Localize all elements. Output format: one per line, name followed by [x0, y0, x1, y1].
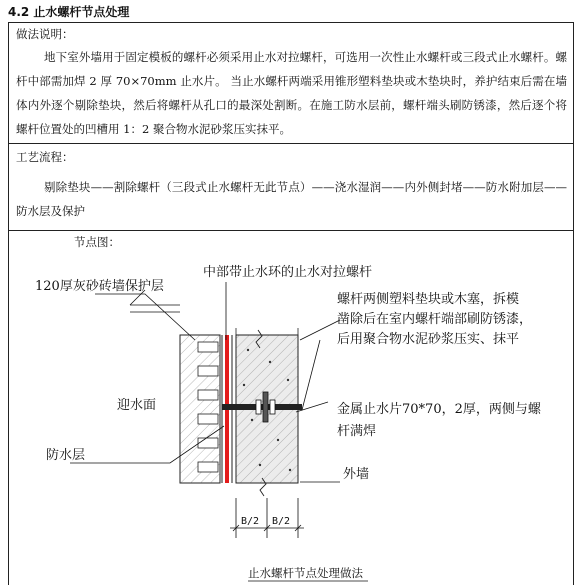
dim-left: B/2 — [241, 516, 260, 527]
process-text: 剔除垫块——割除螺杆（三段式止水螺杆无此节点）——浇水湿润——内外侧封堵——防水附加层——防水层及保护 — [16, 180, 567, 218]
label-waterproof: 防水层 — [46, 448, 86, 463]
label-note-line-3: 后用聚合物水泥砂浆压实、抹平 — [337, 332, 520, 347]
process-label: 工艺流程： — [16, 150, 74, 164]
ground-lines — [130, 290, 340, 340]
label-brick-wall: 120厚灰砂砖墙保护层 — [35, 279, 164, 294]
method-text: 地下室外墙用于固定模板的螺杆必须采用止水对拉螺杆，可选用一次性止水螺杆或三段式止水螺杆。螺杆中部需加焊 2 厚 70×70mm 止水片。 当止水螺杆两端采用锥形塑料垫块或木垫块时，养护结束后需在墙体内外逐个剔除垫块，然后将螺杆从孔口的最深处割断。在施工防水层前，螺杆端头刷防锈漆，然后逐个将螺杆位置处的凹槽用 1：2 聚合物水泥砂浆压实抹平。 — [16, 50, 567, 136]
label-plate-line-2: 杆满焊 — [337, 424, 377, 439]
figure-label: 节点图： — [74, 235, 120, 249]
label-screw: 中部带止水环的止水对拉螺杆 — [203, 265, 373, 280]
label-note-line-2: 凿除后在室内螺杆端部刷防锈漆， — [337, 312, 533, 327]
dim-right: B/2 — [272, 516, 291, 527]
label-plate-line-1: 金属止水片70*70，2厚，两侧与螺 — [337, 402, 541, 417]
figure-caption: 止水螺杆节点处理做法 — [248, 566, 363, 580]
label-outer-wall: 外墙 — [343, 467, 370, 482]
section-heading: 4.2 止水螺杆节点处理 — [8, 5, 130, 19]
label-note-line-1: 螺杆两侧塑料垫块或木塞，拆模 — [337, 292, 520, 307]
method-label: 做法说明： — [16, 27, 74, 41]
label-water-face: 迎水面 — [117, 398, 157, 413]
brick-wall — [180, 335, 220, 483]
